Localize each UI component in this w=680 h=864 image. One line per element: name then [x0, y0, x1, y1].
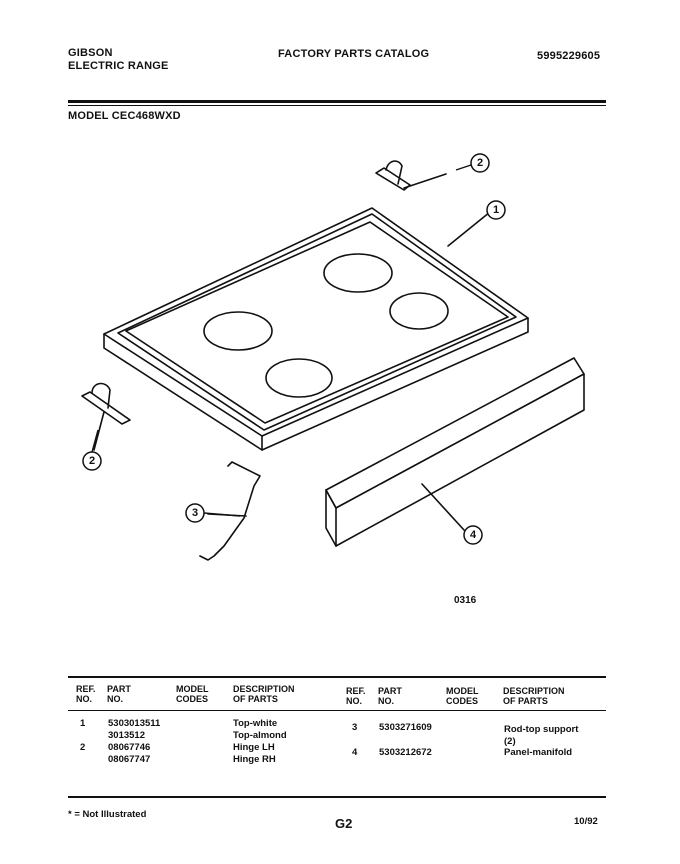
callout-label: 4	[469, 529, 477, 541]
col-part-header: PART NO.	[107, 684, 131, 704]
desc-cell: Top-white	[233, 718, 278, 729]
hinge-right-part	[376, 161, 446, 190]
table-top-rule	[68, 676, 606, 678]
page-number: G2	[335, 816, 353, 831]
col-model-header: MODEL CODES	[176, 684, 209, 704]
desc-cell: Hinge LH	[233, 742, 275, 753]
callout-label: 2	[476, 157, 484, 169]
table-row	[352, 722, 602, 762]
product-name: ELECTRIC RANGE	[68, 60, 169, 72]
table-row	[80, 718, 320, 766]
brand-name: GIBSON	[68, 47, 113, 59]
ref-cell: 2	[80, 742, 86, 753]
callout-label: 1	[492, 204, 500, 216]
part-cell: 5303013511	[108, 718, 161, 729]
cooktop-part	[104, 208, 528, 450]
figure-number: 0316	[454, 595, 477, 606]
desc-cell: Top-almond	[233, 730, 287, 741]
col-model-header: MODEL CODES	[446, 686, 479, 706]
desc-cell: Panel-manifold	[504, 747, 573, 758]
desc-cell: Hinge RH	[233, 754, 276, 765]
part-cell: 3013512	[108, 730, 145, 741]
callout-label: 3	[191, 507, 199, 519]
desc-cell: Rod-top support	[504, 724, 579, 735]
col-ref-header: REF. NO.	[346, 686, 366, 706]
table-header-rule	[68, 710, 606, 711]
hinge-left-part	[82, 384, 130, 450]
part-cell: 08067746	[108, 742, 151, 753]
ref-cell: 3	[352, 722, 358, 733]
ref-cell: 4	[352, 747, 358, 758]
model-label: MODEL CEC468WXD	[68, 110, 181, 122]
part-cell: 08067747	[108, 754, 151, 765]
col-ref-header: REF. NO.	[76, 684, 96, 704]
desc-cell: (2)	[504, 736, 516, 747]
col-part-header: PART NO.	[378, 686, 402, 706]
revision-date: 10/92	[574, 816, 598, 827]
table-bottom-rule	[68, 796, 606, 798]
part-cell: 5303212672	[379, 747, 432, 758]
rod-part	[200, 462, 260, 560]
col-desc-header: DESCRIPTION OF PARTS	[233, 684, 295, 704]
catalog-title: FACTORY PARTS CATALOG	[278, 48, 430, 60]
ref-cell: 1	[80, 718, 86, 729]
catalog-number: 5995229605	[537, 50, 601, 62]
part-cell: 5303271609	[379, 722, 432, 733]
callout-label: 2	[88, 455, 96, 467]
col-desc-header: DESCRIPTION OF PARTS	[503, 686, 565, 706]
footnote: * = Not Illustrated	[68, 809, 147, 820]
